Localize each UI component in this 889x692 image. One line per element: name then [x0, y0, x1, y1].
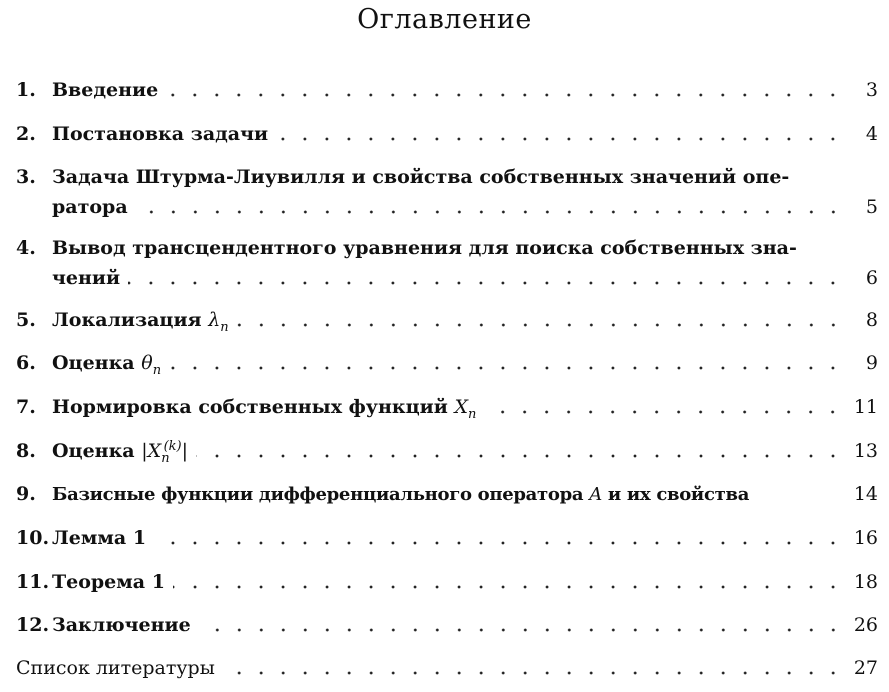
toc-entry-title-text: Оценка — [52, 352, 135, 374]
toc-entry-10[interactable] — [16, 523, 878, 553]
math-subscript: n — [152, 362, 162, 378]
math-symbol — [454, 396, 477, 422]
math-abs-close: | — [181, 440, 188, 462]
toc-entry-number: 5. — [16, 309, 36, 331]
toc-entry-title: Список литературы — [16, 657, 215, 679]
toc-entry-3[interactable] — [16, 162, 878, 222]
toc-page-number: 27 — [853, 657, 878, 679]
toc-entry-title: Постановка задачи — [52, 123, 269, 145]
toc-page-number: 3 — [865, 79, 878, 101]
toc-page-number: 26 — [853, 614, 878, 636]
toc-entry-number: 11. — [16, 571, 50, 593]
toc-entry-title: Задача Штурма-Лиувилля и свойства собственных значений опе- — [52, 166, 790, 188]
toc-entry-5[interactable] — [16, 305, 878, 335]
toc-page-number: 16 — [853, 527, 878, 549]
toc-entry-title-text: Оценка — [52, 440, 135, 462]
toc-entry-title: Введение — [52, 79, 159, 101]
toc-entry-title-continued: чений — [52, 267, 121, 289]
toc-entry-title — [52, 305, 229, 335]
toc-entry-12[interactable] — [16, 610, 878, 640]
toc-entry-11[interactable] — [16, 567, 878, 597]
math-base: X — [147, 440, 162, 462]
toc-page-number: 6 — [865, 267, 878, 289]
toc-entry-title-continued: ратора — [52, 196, 128, 218]
toc-leader-dots — [276, 137, 844, 141]
toc-page-number: 18 — [853, 571, 878, 593]
toc-entry-number: 6. — [16, 352, 36, 374]
toc-entry-4[interactable] — [16, 233, 878, 293]
toc-leader-dots — [128, 281, 844, 285]
toc-entry-title: Заключение — [52, 614, 191, 636]
math-symbol: A — [589, 484, 602, 505]
toc-leader-dots — [169, 366, 844, 370]
math-base: X — [454, 396, 468, 418]
toc-page-number: 8 — [865, 309, 878, 331]
toc-entry-number: 12. — [16, 614, 50, 636]
math-symbol — [208, 309, 229, 335]
toc-entry-number: 2. — [16, 123, 36, 145]
math-subscript: n — [220, 319, 229, 335]
toc-entry-title: Теорема 1 — [52, 571, 165, 593]
toc-entry-2[interactable] — [16, 119, 878, 149]
toc-entry-1[interactable] — [16, 75, 878, 105]
toc-entry-title-text-after: и их свойства — [607, 484, 750, 505]
toc-entry-bibliography[interactable] — [16, 653, 878, 683]
toc-leader-dots — [173, 585, 844, 589]
toc-page-number: 9 — [865, 352, 878, 374]
math-base: λ — [208, 309, 221, 331]
toc-entry-number: 10. — [16, 527, 50, 549]
toc-page-number: 5 — [865, 196, 878, 218]
toc-leader-dots — [484, 410, 844, 414]
math-symbol — [141, 352, 162, 378]
toc-leader-dots — [154, 541, 844, 545]
toc-entry-number: 3. — [16, 166, 36, 188]
toc-entry-8[interactable] — [16, 436, 878, 466]
toc-entry-number: 7. — [16, 396, 36, 418]
toc-entry-9[interactable] — [16, 479, 878, 509]
toc-entry-title: Лемма 1 — [52, 527, 147, 549]
math-abs-open: | — [141, 440, 148, 462]
math-symbol — [141, 438, 188, 466]
toc-entry-title — [52, 480, 749, 510]
toc-leader-dots — [223, 671, 844, 675]
toc-page-number: 14 — [853, 483, 878, 505]
page-title: Оглавление — [357, 4, 532, 35]
toc-entry-title-text: Нормировка собственных функций — [52, 396, 448, 418]
toc-entry-title — [52, 392, 476, 422]
toc-page-number: 11 — [853, 396, 878, 418]
toc-entry-title — [52, 436, 188, 466]
toc-entry-number: 1. — [16, 79, 36, 101]
toc-leader-dots — [237, 323, 844, 327]
toc-entry-6[interactable] — [16, 348, 878, 378]
toc-leader-dots — [136, 210, 844, 214]
math-base: θ — [141, 352, 153, 374]
toc-leader-dots — [166, 93, 844, 97]
toc-page-number: 4 — [865, 123, 878, 145]
toc-entry-number: 9. — [16, 483, 36, 505]
toc-leader-dots — [196, 454, 844, 458]
toc-entry-number: 8. — [16, 440, 36, 462]
toc-entry-title-text: Локализация — [52, 309, 202, 331]
toc-entry-7[interactable] — [16, 392, 878, 422]
toc-entry-number: 4. — [16, 237, 36, 259]
toc-entry-title — [52, 348, 161, 378]
toc-entry-title-text: Базисные функции дифференциального оператора — [52, 484, 584, 505]
toc-leader-dots — [199, 628, 844, 632]
toc-page-number: 13 — [853, 440, 878, 462]
math-superscript: (k) — [163, 438, 182, 454]
toc-entry-title: Вывод трансцендентного уравнения для поиска собственных зна- — [52, 237, 797, 259]
math-subscript: n — [161, 450, 170, 466]
math-subscript: n — [467, 406, 477, 422]
